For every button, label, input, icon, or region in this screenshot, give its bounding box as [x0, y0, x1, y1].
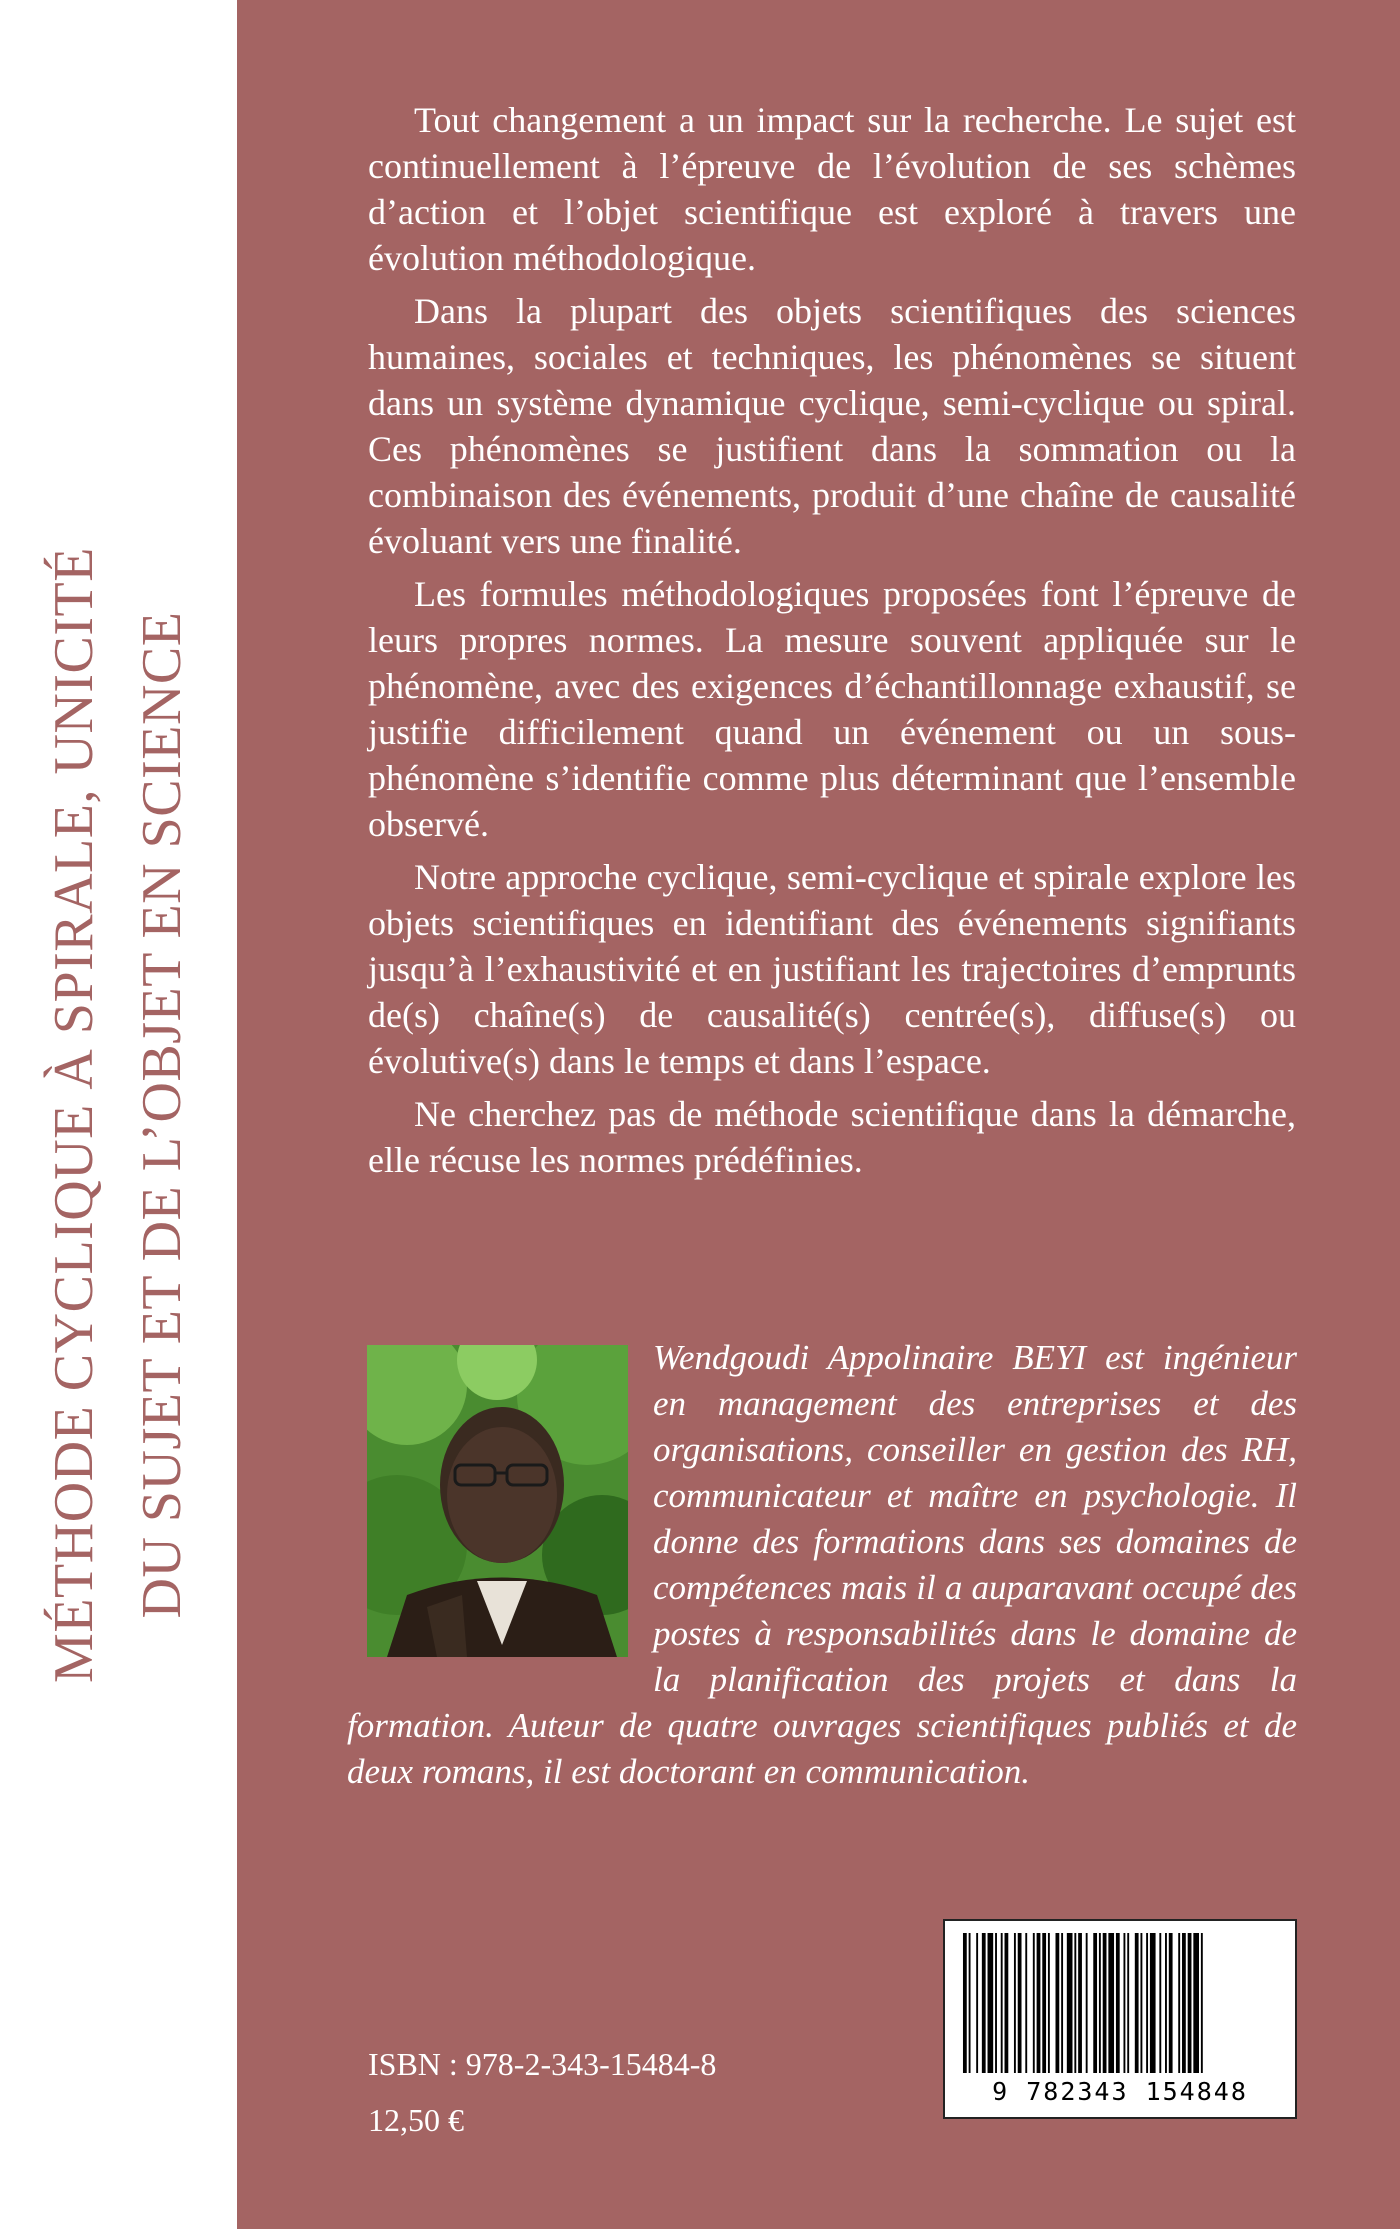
barcode-bar	[982, 1933, 986, 2073]
barcode-bar	[1005, 1933, 1009, 2073]
spine	[0, 0, 237, 2229]
barcode-bar	[1056, 1933, 1060, 2073]
barcode-bar	[1108, 1933, 1114, 2073]
barcode-bar	[976, 1933, 978, 2073]
barcode-bar	[1018, 1933, 1022, 2073]
barcode-number: 9 782343 154848	[992, 2077, 1248, 2106]
barcode-bar	[1178, 1933, 1180, 2073]
author-bio	[347, 1335, 1297, 1795]
photo-spacer	[347, 1335, 653, 1671]
back-cover-blurb	[368, 97, 1296, 1190]
barcode-bar	[1201, 1933, 1203, 2073]
barcode-bar	[1037, 1933, 1041, 2073]
blurb-paragraph: Dans la plupart des objets scientifiques des sciences humaines, sociales et techniques, les phénomènes se situent dans un système dynamique cyclique, semi-cyclique ou spiral. Ces phénomènes se justifient dans la sommation ou la combinaison des événements, produit d’une chaîne de causalité évoluant vers une finalité.	[368, 291, 1296, 561]
blurb-paragraph: Tout changement a un impact sur la recherche. Le sujet est continuellement à l’épreuve de l’évolution de ses schèmes d’action et l’objet scientifique est exploré à travers une évolution méthodologique.	[368, 100, 1296, 278]
barcode-bar	[1042, 1933, 1046, 2073]
blurb-paragraph: Notre approche cyclique, semi-cyclique et spirale explore les objets scientifiques en identifiant des événements signifiants jusqu’à l’exhaustivité et en justifiant les trajectoires d’emprunts de(s) chaîne(s) de causalité(s) centrée(s), diffuse(s) ou évolutive(s) dans le temps et dans l’espace.	[368, 857, 1296, 1081]
barcode-bar	[1140, 1933, 1142, 2073]
isbn: ISBN : 978-2-343-15484-8	[368, 2046, 717, 2082]
barcode-bar	[1150, 1933, 1156, 2073]
barcode-bar	[1014, 1933, 1016, 2073]
barcode-bar	[1099, 1933, 1101, 2073]
spine-title-line-2: DU SUJET ET DE L’OBJET EN SCIENCE	[131, 611, 193, 1619]
blurb-paragraph: Ne cherchez pas de méthode scientifique dans la démarche, elle récuse les normes prédéfinies.	[368, 1094, 1296, 1180]
barcode-bar	[1123, 1933, 1125, 2073]
barcode-bar	[1078, 1933, 1082, 2073]
barcode-bar	[969, 1933, 971, 2073]
barcode-bar	[1182, 1933, 1186, 2073]
barcode-bar	[1135, 1933, 1139, 2073]
barcode-bar	[1188, 1933, 1192, 2073]
spine-title-line-1: MÉTHODE CYCLIQUE À SPIRALE, UNICITÉ	[43, 547, 105, 1683]
barcode	[943, 1919, 1297, 2119]
barcode-bar	[1074, 1933, 1076, 2073]
barcode-bar	[1127, 1933, 1129, 2073]
barcode-bar	[1146, 1933, 1148, 2073]
spine-title	[30, 115, 206, 2115]
barcode-bar	[1103, 1933, 1107, 2073]
barcode-bar	[1001, 1933, 1003, 2073]
barcode-bar	[1165, 1933, 1167, 2073]
barcode-bar	[1067, 1933, 1073, 2073]
barcode-bar	[1048, 1933, 1050, 2073]
blurb-paragraph: Les formules méthodologiques proposées font l’épreuve de leurs propres normes. La mesure souvent appliquée sur le phénomène, avec des exigences d’échantillonnage exhaustif, se justifie difficilement quand un événement ou un sous-phénomène s’identifie comme plus déterminant que l’ensemble observé.	[368, 574, 1296, 844]
author-bio-text: Wendgoudi Appolinaire BEYI est ingénieur en management des entreprises et des organisations, conseiller en gestion des RH, communicateur et maître en psychologie. Il donne des formations dans ses domaines de compétences mais il a auparavant occupé des postes à responsabilités dans le domaine de la planification des projets et dans la formation. Auteur de quatre ouvrages scientifiques publiés et de deux romans, il est doctorant en communication.	[347, 1338, 1297, 1791]
barcode-bar	[1061, 1933, 1063, 2073]
barcode-bar	[1086, 1933, 1088, 2073]
barcode-bars	[959, 1933, 1281, 2073]
barcode-bar	[1169, 1933, 1173, 2073]
barcode-bar	[995, 1933, 997, 2073]
barcode-bar	[963, 1933, 967, 2073]
barcode-bar	[1193, 1933, 1199, 2073]
price: 12,50 €	[368, 2102, 464, 2138]
barcode-bar	[988, 1933, 994, 2073]
barcode-bar	[1116, 1933, 1120, 2073]
barcode-bar	[1025, 1933, 1027, 2073]
barcode-bar	[1033, 1933, 1035, 2073]
barcode-bar	[1093, 1933, 1097, 2073]
barcode-bar	[1159, 1933, 1161, 2073]
